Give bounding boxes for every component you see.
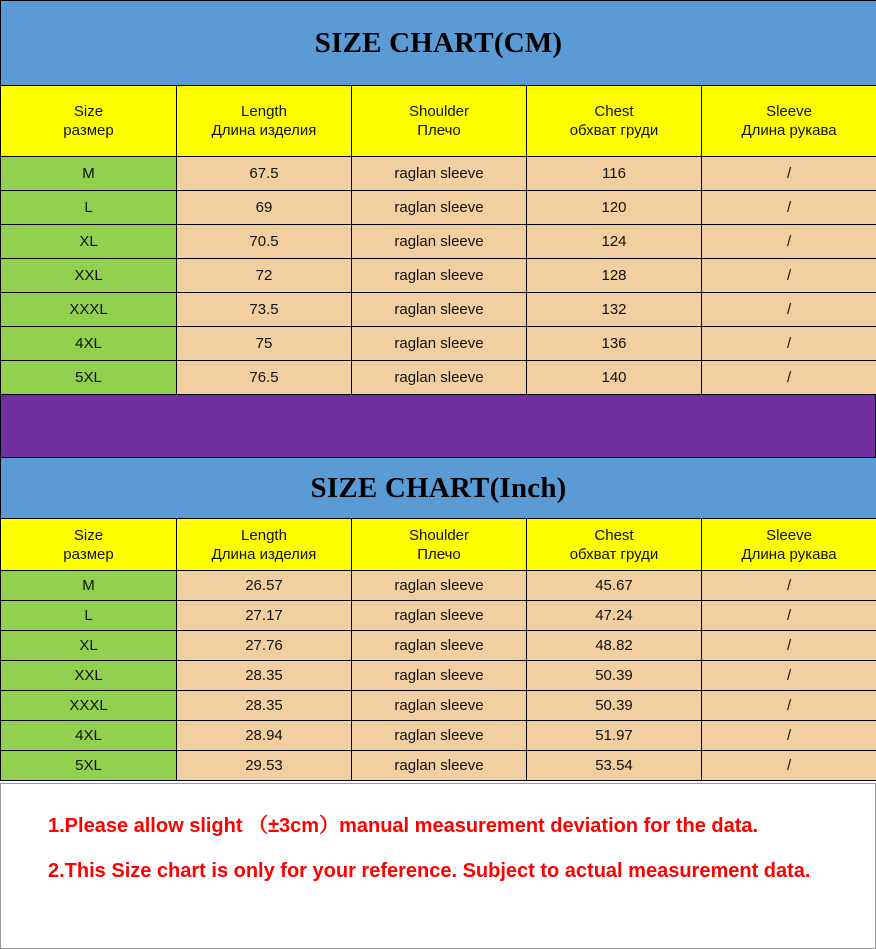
shoulder-cell: raglan sleeve bbox=[352, 571, 527, 601]
header-chest-en: Chest bbox=[594, 526, 634, 544]
shoulder-cell: raglan sleeve bbox=[352, 293, 527, 327]
header-length-ru: Длина изделия bbox=[211, 122, 317, 139]
header-chest-ru: обхват груди bbox=[569, 545, 659, 563]
shoulder-cell: raglan sleeve bbox=[352, 751, 527, 781]
sleeve-cell: / bbox=[702, 191, 876, 225]
sleeve-cell: / bbox=[702, 571, 876, 601]
length-cell: 27.76 bbox=[177, 631, 352, 661]
inch-chart-title: SIZE CHART(Inch) bbox=[1, 458, 876, 519]
sleeve-cell: / bbox=[702, 661, 876, 691]
table-row bbox=[1, 327, 876, 361]
length-cell: 69 bbox=[177, 191, 352, 225]
header-shoulder-en: Shoulder bbox=[408, 103, 470, 120]
size-chart-inch-table bbox=[0, 457, 876, 781]
size-cell: XXL bbox=[1, 259, 177, 293]
shoulder-cell: raglan sleeve bbox=[352, 157, 527, 191]
table-row bbox=[1, 571, 876, 601]
chest-cell: 50.39 bbox=[527, 691, 702, 721]
chest-cell: 120 bbox=[527, 191, 702, 225]
cm-chart-title: SIZE CHART(CM) bbox=[1, 1, 876, 86]
header-length-en: Length bbox=[241, 526, 287, 544]
header-sleeve-ru: Длина рукава bbox=[741, 122, 837, 139]
chest-cell: 124 bbox=[527, 225, 702, 259]
sleeve-cell: / bbox=[702, 361, 876, 395]
header-sleeve bbox=[702, 519, 876, 571]
size-cell: XXL bbox=[1, 661, 177, 691]
table-row bbox=[1, 293, 876, 327]
shoulder-cell: raglan sleeve bbox=[352, 661, 527, 691]
sleeve-cell: / bbox=[702, 327, 876, 361]
length-cell: 76.5 bbox=[177, 361, 352, 395]
chest-cell: 132 bbox=[527, 293, 702, 327]
header-size-en: Size bbox=[73, 526, 104, 544]
header-shoulder-ru: Плечо bbox=[417, 122, 461, 139]
table-row bbox=[1, 361, 876, 395]
header-chest-ru: обхват груди bbox=[569, 122, 659, 139]
sleeve-cell: / bbox=[702, 751, 876, 781]
header-shoulder-en: Shoulder bbox=[408, 526, 470, 544]
table-row bbox=[1, 259, 876, 293]
table-row bbox=[1, 191, 876, 225]
chest-cell: 140 bbox=[527, 361, 702, 395]
size-cell: 5XL bbox=[1, 751, 177, 781]
reference-disclaimer-note: 2.This Size chart is only for your reference. Subject to actual measurement data. bbox=[48, 860, 811, 882]
length-cell: 28.35 bbox=[177, 691, 352, 721]
shoulder-cell: raglan sleeve bbox=[352, 631, 527, 661]
header-chest bbox=[527, 519, 702, 571]
length-cell: 67.5 bbox=[177, 157, 352, 191]
table-row bbox=[1, 225, 876, 259]
table-row bbox=[1, 691, 876, 721]
table-row bbox=[1, 721, 876, 751]
header-size bbox=[1, 86, 177, 157]
measurement-deviation-note: 1.Please allow slight （±3cm）manual measurement deviation for the data. bbox=[48, 815, 759, 837]
header-size bbox=[1, 519, 177, 571]
header-size-ru: размер bbox=[63, 122, 114, 139]
cm-header-row bbox=[1, 86, 876, 157]
sleeve-cell: / bbox=[702, 691, 876, 721]
header-chest-en: Chest bbox=[594, 103, 634, 120]
shoulder-cell: raglan sleeve bbox=[352, 225, 527, 259]
shoulder-cell: raglan sleeve bbox=[352, 691, 527, 721]
length-cell: 28.94 bbox=[177, 721, 352, 751]
chest-cell: 128 bbox=[527, 259, 702, 293]
shoulder-cell: raglan sleeve bbox=[352, 259, 527, 293]
size-cell: XL bbox=[1, 631, 177, 661]
chest-cell: 48.82 bbox=[527, 631, 702, 661]
length-cell: 72 bbox=[177, 259, 352, 293]
sleeve-cell: / bbox=[702, 601, 876, 631]
header-shoulder bbox=[352, 519, 527, 571]
table-row bbox=[1, 157, 876, 191]
length-cell: 70.5 bbox=[177, 225, 352, 259]
sleeve-cell: / bbox=[702, 631, 876, 661]
length-cell: 28.35 bbox=[177, 661, 352, 691]
size-cell: XXXL bbox=[1, 293, 177, 327]
shoulder-cell: raglan sleeve bbox=[352, 361, 527, 395]
header-sleeve bbox=[702, 86, 876, 157]
sleeve-cell: / bbox=[702, 259, 876, 293]
header-length-en: Length bbox=[241, 103, 287, 120]
chest-cell: 45.67 bbox=[527, 571, 702, 601]
cm-title-row bbox=[1, 1, 876, 86]
length-cell: 27.17 bbox=[177, 601, 352, 631]
table-row bbox=[1, 661, 876, 691]
sleeve-cell: / bbox=[702, 225, 876, 259]
header-shoulder-ru: Плечо bbox=[417, 545, 461, 563]
size-cell: L bbox=[1, 191, 177, 225]
header-length-ru: Длина изделия bbox=[211, 545, 317, 563]
table-row bbox=[1, 601, 876, 631]
header-shoulder bbox=[352, 86, 527, 157]
divider-band bbox=[0, 395, 876, 457]
table-row bbox=[1, 631, 876, 661]
chest-cell: 47.24 bbox=[527, 601, 702, 631]
sleeve-cell: / bbox=[702, 721, 876, 751]
header-size-ru: размер bbox=[63, 545, 114, 563]
sleeve-cell: / bbox=[702, 293, 876, 327]
header-sleeve-ru: Длина рукава bbox=[741, 545, 837, 563]
chest-cell: 50.39 bbox=[527, 661, 702, 691]
length-cell: 75 bbox=[177, 327, 352, 361]
shoulder-cell: raglan sleeve bbox=[352, 327, 527, 361]
header-sleeve-en: Sleeve bbox=[766, 103, 812, 120]
length-cell: 73.5 bbox=[177, 293, 352, 327]
inch-title-row bbox=[1, 458, 876, 519]
size-cell: XL bbox=[1, 225, 177, 259]
size-cell: 4XL bbox=[1, 327, 177, 361]
header-chest bbox=[527, 86, 702, 157]
header-length bbox=[177, 86, 352, 157]
header-size-en: Size bbox=[73, 103, 104, 120]
chest-cell: 116 bbox=[527, 157, 702, 191]
header-sleeve-en: Sleeve bbox=[766, 526, 812, 544]
size-cell: 5XL bbox=[1, 361, 177, 395]
size-cell: M bbox=[1, 157, 177, 191]
chest-cell: 51.97 bbox=[527, 721, 702, 751]
table-row bbox=[1, 751, 876, 781]
inch-header-row bbox=[1, 519, 876, 571]
length-cell: 29.53 bbox=[177, 751, 352, 781]
shoulder-cell: raglan sleeve bbox=[352, 191, 527, 225]
size-cell: L bbox=[1, 601, 177, 631]
notes-panel bbox=[0, 783, 876, 949]
size-cell: M bbox=[1, 571, 177, 601]
size-cell: XXXL bbox=[1, 691, 177, 721]
size-cell: 4XL bbox=[1, 721, 177, 751]
shoulder-cell: raglan sleeve bbox=[352, 721, 527, 751]
chest-cell: 136 bbox=[527, 327, 702, 361]
size-chart-cm-table bbox=[0, 0, 876, 395]
sleeve-cell: / bbox=[702, 157, 876, 191]
length-cell: 26.57 bbox=[177, 571, 352, 601]
shoulder-cell: raglan sleeve bbox=[352, 601, 527, 631]
chest-cell: 53.54 bbox=[527, 751, 702, 781]
header-length bbox=[177, 519, 352, 571]
